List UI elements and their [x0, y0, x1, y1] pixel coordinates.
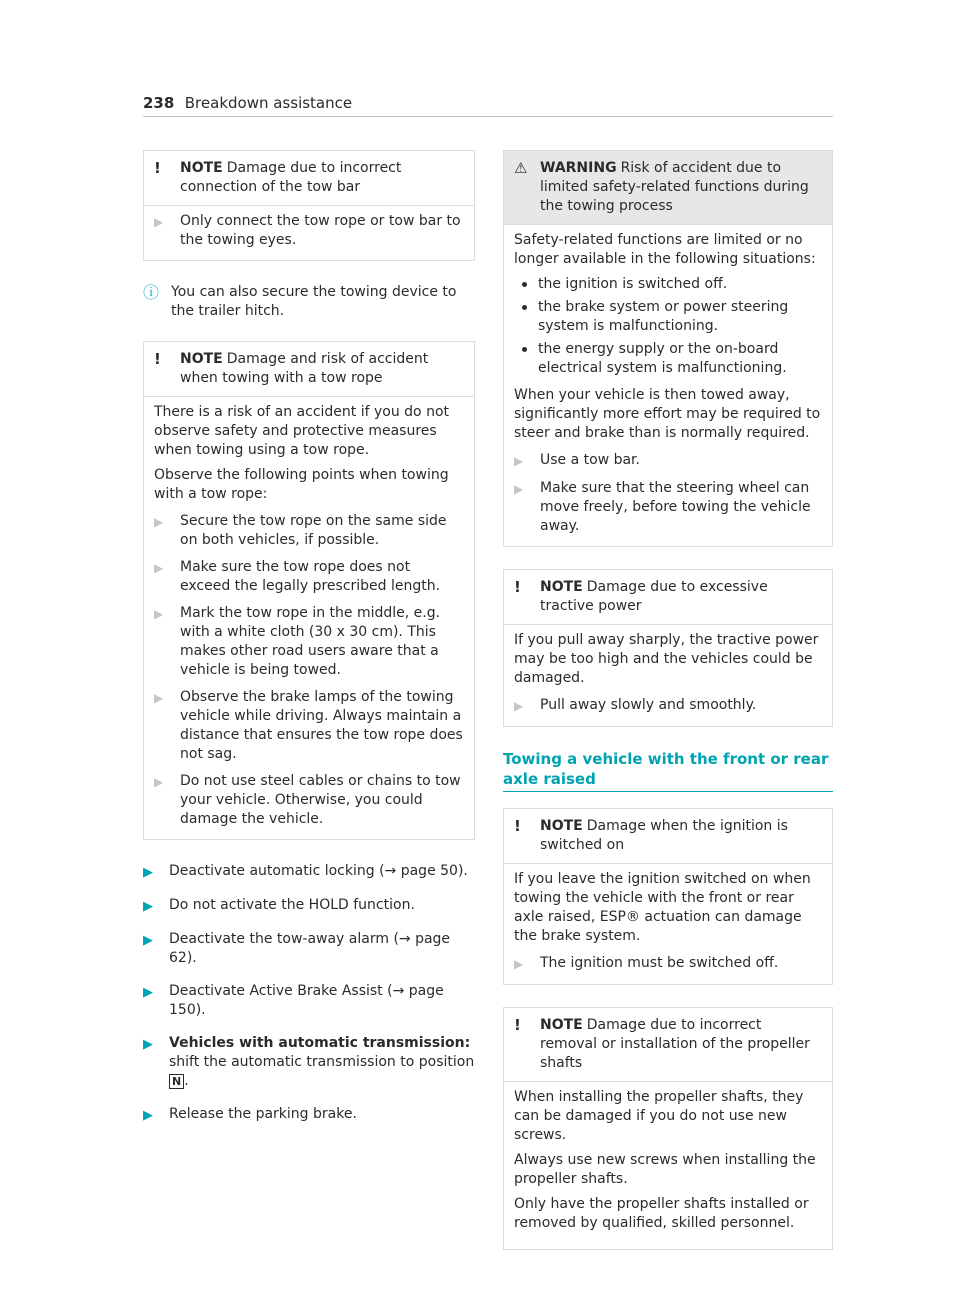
- step-item: ▶ Make sure that the steering wheel can move freely, before towing the vehicle away.: [514, 480, 811, 534]
- arrow-right-icon: ▶: [143, 1108, 153, 1123]
- note-title: Damage and risk of accident when towing with a tow rope: [180, 351, 429, 386]
- exclamation-icon: !: [154, 350, 161, 368]
- warning-triangle-icon: ⚠: [514, 159, 528, 177]
- action-item: ▶ Deactivate Active Brake Assist (→ page 150).: [143, 983, 444, 1018]
- info-icon: ⓘ: [143, 283, 160, 302]
- paragraph: Always use new screws when installing the propeller shafts.: [514, 1152, 816, 1187]
- warning-label: WARNING: [540, 160, 617, 176]
- arrow-right-icon: ▶: [514, 957, 524, 971]
- note-title: Damage due to incorrect removal or installation of the propeller shafts: [540, 1017, 810, 1071]
- bullet-list: [514, 275, 822, 378]
- exclamation-icon: !: [514, 578, 521, 596]
- gear-position-n-symbol: N: [169, 1074, 184, 1089]
- section-title: Towing a vehicle with the front or rear axle raised: [503, 749, 833, 792]
- action-item: ▶ Do not activate the HOLD function.: [143, 897, 415, 914]
- warning-box: [503, 150, 833, 547]
- paragraph: Observe the following points when towing with a tow rope:: [154, 467, 449, 502]
- action-item: ▶ Vehicles with automatic transmission: shift the automatic transmission to position N .: [143, 1035, 475, 1089]
- arrow-right-icon: ▶: [143, 985, 153, 1000]
- note-label: NOTE: [180, 351, 223, 367]
- page-title: Breakdown assistance: [184, 94, 353, 112]
- step-item: ▶ Make sure the tow rope does not exceed the legally prescribed length.: [154, 559, 441, 594]
- arrow-right-icon: ▶: [154, 215, 164, 229]
- step-item: ▶ The ignition must be switched off.: [514, 954, 822, 974]
- arrow-right-icon: ▶: [143, 865, 153, 880]
- note-box-propeller-shafts: [503, 1007, 833, 1250]
- paragraph: If you pull away sharply, the tractive power may be too high and the vehicles could be damaged.: [514, 632, 819, 686]
- left-column: [143, 150, 475, 1139]
- note-label: NOTE: [540, 818, 583, 834]
- step-item: ▶ Mark the tow rope in the middle, e.g. with a white cloth (30 x 30 cm). This makes other road users aware that a vehicle is being towed.: [154, 605, 441, 678]
- step-item: ▶ Do not use steel cables or chains to tow your vehicle. Otherwise, you could damage the vehicle.: [154, 773, 461, 827]
- arrow-right-icon: ▶: [154, 561, 164, 575]
- paragraph: There is a risk of an accident if you do not observe safety and protective measures when towing using a tow rope.: [154, 404, 450, 458]
- action-list: [143, 862, 475, 1125]
- exclamation-icon: !: [514, 1016, 521, 1034]
- paragraph: If you leave the ignition switched on when towing the vehicle with the front or rear axle raised, ESP® actuation can damage the brake system.: [514, 871, 811, 944]
- paragraph: Safety-related functions are limited or no longer available in the following situations:: [514, 232, 816, 267]
- note-label: NOTE: [540, 579, 583, 595]
- step-item: ▶ Pull away slowly and smoothly.: [514, 696, 822, 716]
- arrow-right-icon: ▶: [154, 515, 164, 529]
- right-column: [503, 150, 833, 1272]
- arrow-right-icon: ▶: [143, 933, 153, 948]
- warning-title: Risk of accident due to limited safety-related functions during the towing process: [540, 160, 809, 214]
- note-title: Damage due to incorrect connection of the tow bar: [180, 160, 402, 195]
- step-item: ▶ Secure the tow rope on the same side on both vehicles, if possible.: [154, 513, 447, 548]
- note-label: NOTE: [180, 160, 223, 176]
- paragraph: When installing the propeller shafts, they can be damaged if you do not use new screws.: [514, 1089, 804, 1143]
- step-item: ▶ Observe the brake lamps of the towing vehicle while driving. Always maintain a distance that ensures the tow rope does not sag.: [154, 689, 463, 762]
- bullet-item: the energy supply or the on-board electrical system is malfunctioning.: [514, 340, 822, 378]
- note-label: NOTE: [540, 1017, 583, 1033]
- paragraph: Only have the propeller shafts installed or removed by qualified, skilled personnel.: [514, 1196, 809, 1231]
- arrow-right-icon: ▶: [143, 1037, 153, 1052]
- step-item: ▶ Use a tow bar.: [514, 451, 822, 471]
- note-box-tow-bar: [143, 150, 475, 261]
- note-box-ignition: [503, 808, 833, 985]
- bullet-item: the brake system or power steering system is malfunctioning.: [514, 298, 822, 336]
- arrow-right-icon: ▶: [514, 454, 524, 468]
- step-item: ▶ Only connect the tow rope or tow bar to the towing eyes.: [154, 213, 461, 248]
- arrow-right-icon: ▶: [154, 775, 164, 789]
- bullet-item: the ignition is switched off.: [514, 275, 822, 294]
- arrow-right-icon: ▶: [154, 691, 164, 705]
- page-number: 238: [143, 94, 175, 112]
- note-box-tow-rope: [143, 341, 475, 840]
- info-note: ⓘ You can also secure the towing device to the trailer hitch.: [143, 283, 457, 319]
- arrow-right-icon: ▶: [143, 899, 153, 914]
- note-title: Damage due to excessive tractive power: [540, 579, 768, 614]
- page-header: [143, 94, 833, 117]
- arrow-right-icon: ▶: [514, 699, 524, 713]
- action-item: ▶ Deactivate the tow-away alarm (→ page 62).: [143, 931, 451, 966]
- note-title: Damage when the ignition is switched on: [540, 818, 788, 853]
- action-item: ▶ Release the parking brake.: [143, 1106, 357, 1123]
- arrow-right-icon: ▶: [514, 482, 524, 496]
- note-box-tractive-power: [503, 569, 833, 727]
- exclamation-icon: !: [514, 817, 521, 835]
- paragraph: When your vehicle is then towed away, significantly more effort may be required to steer and brake than is normally required.: [514, 387, 821, 441]
- exclamation-icon: !: [154, 159, 161, 177]
- arrow-right-icon: ▶: [154, 607, 164, 621]
- action-item: ▶ Deactivate automatic locking (→ page 50).: [143, 863, 468, 880]
